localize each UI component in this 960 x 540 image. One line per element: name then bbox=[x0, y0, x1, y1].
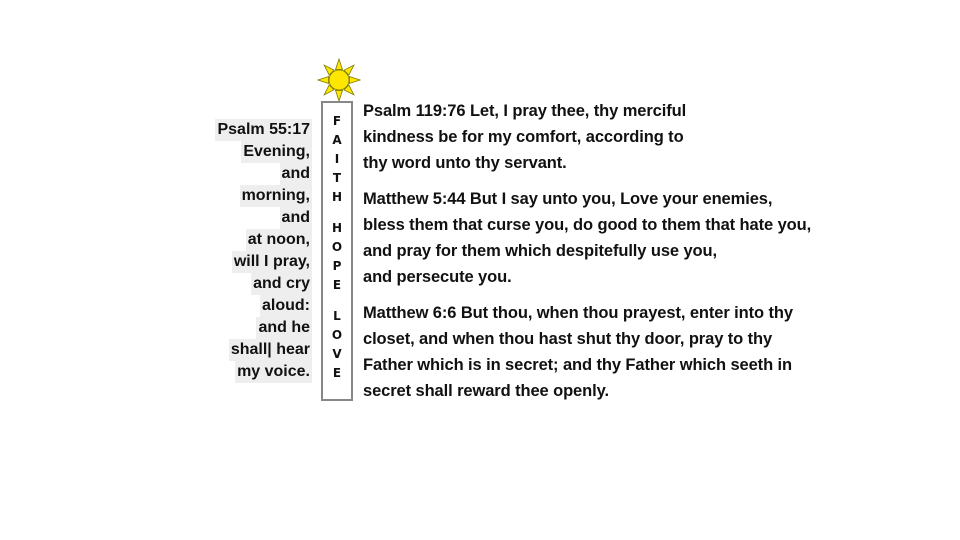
verse-line: aloud: bbox=[260, 295, 312, 317]
word-gap bbox=[323, 207, 351, 219]
verse-line: bless them that curse you, do good to them that hate you, bbox=[363, 216, 812, 234]
verse-line: thy word unto thy servant. bbox=[363, 154, 567, 172]
verse-line: morning, bbox=[240, 185, 312, 207]
verse-line: Matthew 5:44 But I say unto you, Love your enemies, bbox=[363, 190, 773, 208]
pillar-letter: I bbox=[334, 152, 340, 166]
verse-matthew-6-6 bbox=[363, 300, 953, 404]
verse-line: and he bbox=[256, 317, 312, 339]
pillar-letter: P bbox=[332, 259, 342, 273]
verse-line: kindness be for my comfort, according to bbox=[363, 128, 684, 146]
verse-line: and bbox=[280, 207, 312, 229]
pillar-letter: H bbox=[331, 190, 343, 204]
verse-line: closet, and when thou hast shut thy door, pray to thy bbox=[363, 330, 773, 348]
verse-psalm-119-76 bbox=[363, 98, 953, 176]
verse-line: Matthew 6:6 But thou, when thou prayest, enter into thy bbox=[363, 304, 793, 322]
sun-ray bbox=[349, 77, 360, 84]
verse-matthew-5-44 bbox=[363, 186, 953, 290]
pillar-letter: O bbox=[331, 328, 343, 342]
verse-line: will I pray, bbox=[232, 251, 312, 273]
verse-line: and bbox=[280, 163, 312, 185]
pillar-letter: T bbox=[332, 171, 342, 185]
pillar-letter: A bbox=[332, 133, 342, 147]
verse-line: Psalm 119:76 Let, I pray thee, thy merciful bbox=[363, 102, 687, 120]
pillar-letters bbox=[323, 112, 351, 383]
verse-line: Evening, bbox=[241, 141, 312, 163]
pillar-letter: E bbox=[332, 366, 342, 380]
verse-column bbox=[363, 98, 953, 414]
pillar-letter: E bbox=[332, 278, 342, 292]
pillar-letter: O bbox=[331, 240, 343, 254]
pillar-letter: L bbox=[333, 309, 341, 323]
verse-line: secret shall reward thee openly. bbox=[363, 382, 609, 400]
sun-ray bbox=[336, 59, 343, 70]
verse-line: and cry bbox=[251, 273, 312, 295]
faith-hope-love-pillar bbox=[321, 101, 353, 401]
psalm-55-17-verse bbox=[150, 119, 312, 383]
verse-line: Psalm 55:17 bbox=[215, 119, 312, 141]
pillar-letter: F bbox=[332, 114, 342, 128]
sun-icon bbox=[316, 57, 362, 103]
verse-line: Father which is in secret; and thy Father which seeth in bbox=[363, 356, 792, 374]
word-gap bbox=[323, 295, 351, 307]
sun-ray bbox=[318, 77, 329, 84]
pillar-letter: V bbox=[332, 347, 342, 361]
verse-line: shall| hear bbox=[229, 339, 312, 361]
verse-line: my voice. bbox=[235, 361, 312, 383]
verse-line: at noon, bbox=[246, 229, 312, 251]
pillar-letter: H bbox=[331, 221, 343, 235]
verse-line: and persecute you. bbox=[363, 268, 512, 286]
sun-ray bbox=[336, 90, 343, 101]
verse-line: and pray for them which despitefully use you, bbox=[363, 242, 717, 260]
